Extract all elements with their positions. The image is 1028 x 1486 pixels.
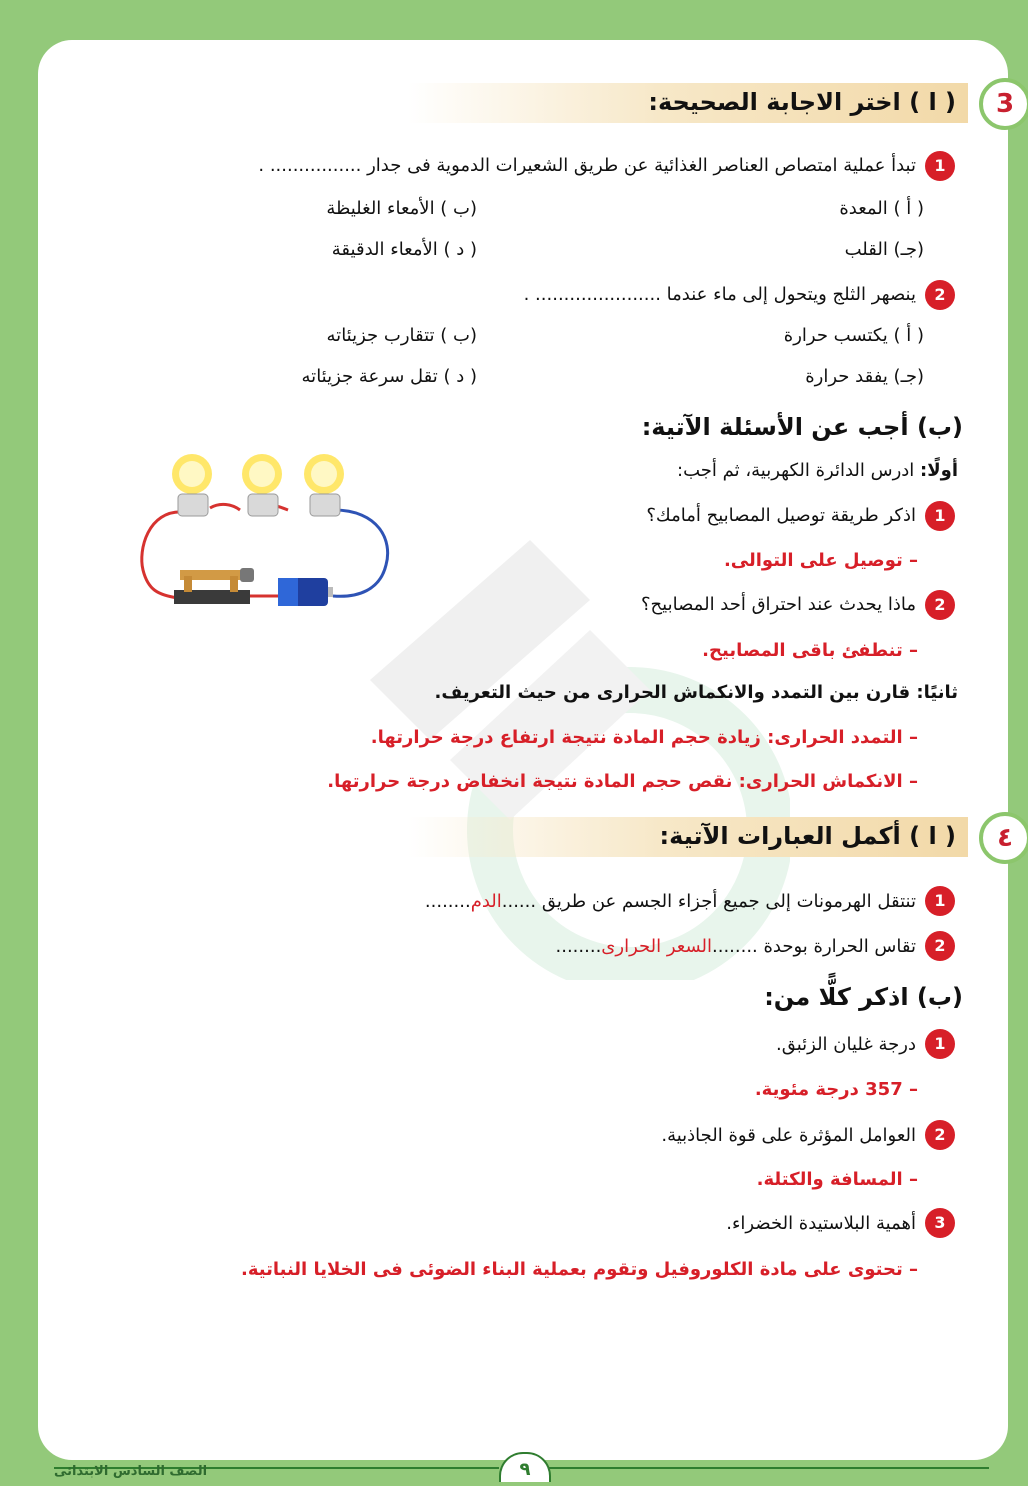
first-text: ادرس الدائرة الكهربية، ثم أجب:: [677, 460, 921, 481]
bq1-number-badge: 1: [925, 501, 955, 531]
bq2-answer: – تنطفئ باقى المصابيح.: [702, 640, 918, 661]
s4-item3-number-badge: 3: [925, 1208, 955, 1238]
footer-rule-right: [549, 1467, 989, 1469]
knife-switch: [174, 568, 254, 604]
q2-option-b: (ب ) تتقارب جزيئاته: [326, 325, 477, 346]
section3-part-a-title: ( ا ) اختر الاجابة الصحيحة:: [648, 88, 956, 116]
s4-q1-number-badge: 1: [925, 886, 955, 916]
bq2-text: ماذا يحدث عند احتراق أحد المصابيح؟: [640, 594, 916, 615]
footer-grade-label: الصف السادس الابتدائى: [54, 1464, 208, 1479]
q1-option-a: ( أ ) المعدة: [839, 198, 924, 219]
section3-number-badge: 3: [979, 78, 1028, 130]
section4-number-badge: ٤: [979, 812, 1028, 864]
page-number: ٩: [499, 1452, 551, 1482]
s4-q2-line: [556, 936, 916, 957]
s4-item1-number-badge: 1: [925, 1029, 955, 1059]
s4-item2-answer: – المسافة والكتلة.: [756, 1169, 918, 1190]
q2-number-badge: 2: [925, 280, 955, 310]
bq1-answer: – توصيل على التوالى.: [723, 550, 918, 571]
s4-item1-answer: – 357 درجة مئوية.: [754, 1079, 918, 1100]
s4-q2-answer: السعر الحرارى: [601, 936, 712, 957]
second-question-heading: [435, 682, 958, 703]
q2-option-a-correct: ( أ ) يكتسب حرارة: [783, 325, 924, 346]
q1-option-c: (جـ) القلب: [844, 239, 924, 260]
blue-wire: [333, 510, 388, 596]
section4-part-b-title: (ب) اذكر كلًّا من:: [764, 983, 963, 1011]
s4-q2-number-badge: 2: [925, 931, 955, 961]
q1-number-badge: 1: [925, 151, 955, 181]
s4-q2-text: تقاس الحرارة بوحدة ........: [712, 936, 916, 957]
bq2-number-badge: 2: [925, 590, 955, 620]
s4-item1-text: درجة غليان الزئبق.: [775, 1034, 916, 1055]
bulb-1: [172, 454, 212, 516]
q2-text: ينصهر الثلج ويتحول إلى ماء عندما ...................... .: [523, 284, 916, 305]
s4-item3-answer: – تحتوى على مادة الكلوروفيل وتقوم بعملية البناء الضوئى فى الخلايا النباتية.: [240, 1259, 918, 1280]
q1-option-b: (ب ) الأمعاء الغليظة: [326, 198, 477, 219]
section4-part-a-title: ( ا ) أكمل العبارات الآتية:: [659, 822, 956, 850]
first-question-heading: [677, 460, 958, 481]
bulb-2: [242, 454, 282, 516]
s4-q2-dots: ........: [555, 936, 602, 957]
second-text: قارن بين التمدد والانكماش الحرارى من حيث التعريف.: [434, 682, 917, 703]
q1-text: تبدأ عملية امتصاص العناصر الغذائية عن طريق الشعيرات الدموية فى جدار ................ .: [258, 155, 916, 176]
s4-q1-dots: ........: [424, 891, 471, 912]
s4-item2-text: العوامل المؤثرة على قوة الجاذبية.: [661, 1125, 916, 1146]
second-label: ثانيًا:: [916, 682, 958, 703]
q2-option-d: ( د ) تقل سرعة جزيئاته: [301, 366, 477, 387]
contraction-answer: – الانكماش الحرارى: نقص حجم المادة نتيجة انخفاض درجة حرارتها.: [327, 771, 918, 792]
bq1-text: اذكر طريقة توصيل المصابيح أمامك؟: [646, 505, 916, 526]
s4-q1-line: [425, 891, 916, 912]
s4-q1-answer: الدم: [470, 891, 502, 912]
q1-option-d-correct: ( د ) الأمعاء الدقيقة: [331, 239, 477, 260]
first-label: أولًا:: [920, 460, 958, 481]
section3-header-bar: [408, 83, 968, 123]
q2-option-c: (جـ) يفقد حرارة: [805, 366, 924, 387]
section3-part-b-title: (ب) أجب عن الأسئلة الآتية:: [641, 413, 963, 441]
red-wire-left: [142, 512, 183, 598]
section4-header-bar: [408, 817, 968, 857]
electric-circuit-illustration: [128, 440, 398, 620]
battery: [278, 578, 333, 606]
expansion-answer: – التمدد الحرارى: زيادة حجم المادة نتيجة ارتفاع درجة حرارتها.: [370, 727, 918, 748]
s4-item3-text: أهمية البلاستيدة الخضراء.: [726, 1213, 916, 1234]
s4-q1-text: تنتقل الهرمونات إلى جميع أجزاء الجسم عن طريق ......: [501, 891, 916, 912]
bulb-3: [304, 454, 344, 516]
s4-item2-number-badge: 2: [925, 1120, 955, 1150]
